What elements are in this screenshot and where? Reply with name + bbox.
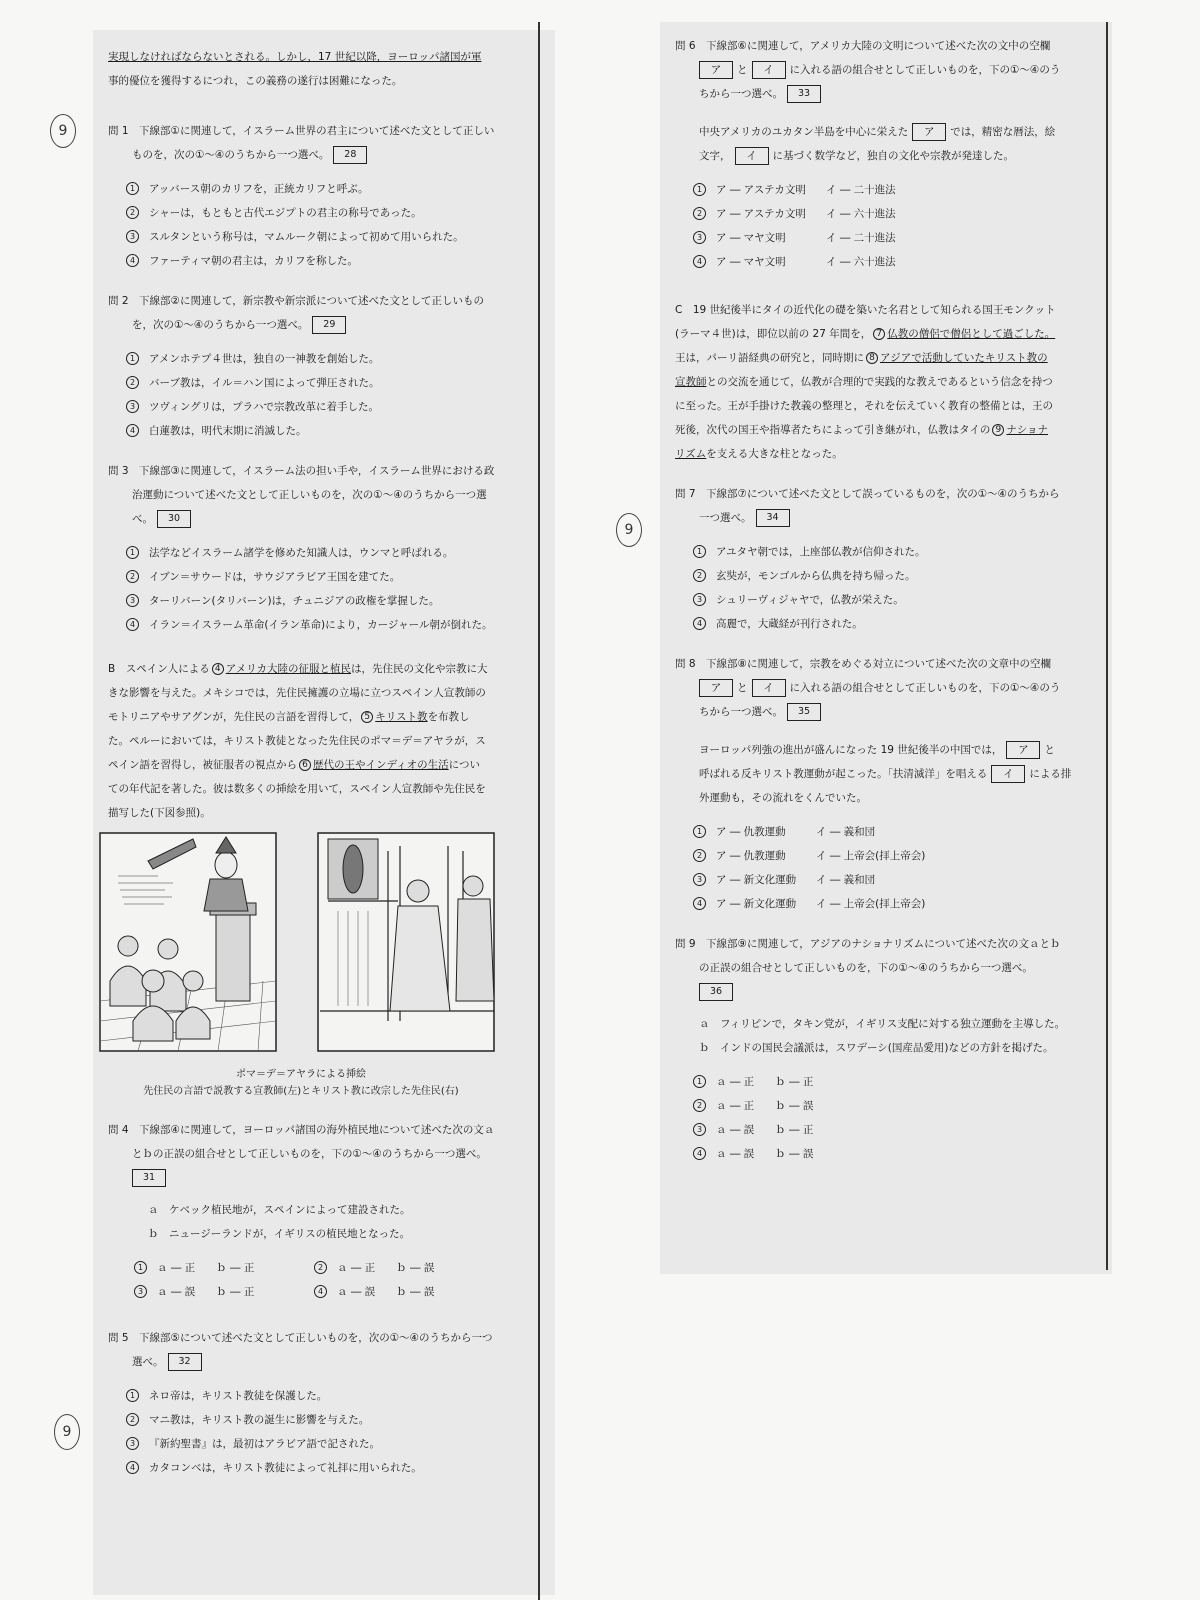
option-text: ａ ― 正 ｂ ― 正 [157,1262,255,1274]
answer-box[interactable]: 28 [333,146,367,164]
q4-statements [148,1198,504,1246]
option-number: 2 [693,207,706,220]
question-stem: に入れる語の組合せとして正しいものを，下の①～④のう [789,64,1061,76]
passage-text: 死後，次代の国王や指導者たちによって引き継がれ，仏教はタイの [675,424,991,436]
option-number: 2 [693,1099,706,1112]
option-number: 1 [693,1075,706,1088]
answer-box[interactable]: 30 [157,510,191,528]
underlined-text: 歴代の王やインディオの生活 [313,759,449,771]
option-text: カタコンベは，キリスト教徒によって礼拝に用いられた。 [149,1462,422,1474]
option[interactable] [126,1456,504,1480]
option-text: ファーティマ朝の君主は，カリフを称した。 [149,255,358,267]
option-number: 2 [126,1413,139,1426]
underline-number: 5 [361,711,373,723]
question-1 [108,119,504,167]
question-label: 問 9 [675,938,696,950]
option-text: ａ ― 正 ｂ ― 誤 [716,1100,814,1112]
option-text: シュリーヴィジャヤで，仏教が栄えた。 [716,594,904,606]
q6-passage [699,120,1067,168]
option-number: 3 [693,1123,706,1136]
option-number: 2 [126,206,139,219]
option-number: 2 [314,1261,327,1274]
option[interactable] [126,225,504,249]
answer-box[interactable]: 29 [312,316,346,334]
option-text: 高麗で，大蔵経が刊行された。 [716,618,863,630]
caption-title: ポマ＝デ＝アヤラによる挿絵 [236,1069,366,1080]
option-number: 4 [693,617,706,630]
answer-box[interactable]: 35 [787,703,821,721]
option[interactable] [693,1142,1067,1166]
underlined-text: 宣教師 [675,376,707,388]
option-number: 2 [126,570,139,583]
figure-caption [98,1066,504,1100]
option[interactable] [126,541,504,565]
option[interactable] [693,564,1067,588]
option-text: ａ ― 正 ｂ ― 正 [716,1076,814,1088]
option[interactable] [126,347,504,371]
option-number: 4 [126,424,139,437]
option-number: 4 [693,1147,706,1160]
option-text: イ ― 六十進法 [826,256,896,268]
option-text: 玄奘が，モンゴルから仏典を持ち帰った。 [716,570,916,582]
q6-options [693,178,1067,274]
question-4 [108,1118,504,1190]
woodcut-illustrations [98,831,498,1053]
q5-options [126,1384,504,1480]
option-number: 3 [126,594,139,607]
option-text: ア ― マヤ文明 [716,256,786,268]
option-text: ａ ― 誤 ｂ ― 正 [157,1286,255,1298]
option-text: 『新約聖書』は，最初はアラビア語で記された。 [149,1438,380,1450]
option-text: ターリバーン(タリバーン)は，チュニジアの政権を掌握した。 [149,595,440,607]
handwritten-mark-2: 9 [616,513,642,547]
option-number: 3 [693,231,706,244]
passage-text: 中央アメリカのユカタン半島を中心に栄えた [699,126,909,138]
question-stem: ちから一つ選べ。 [699,88,783,100]
passage-text: きな影響を与えた。メキシコでは，先住民擁護の立場に立つスペイン人宣教師の [108,687,486,699]
option-number: 1 [126,182,139,195]
passage-text: と [1044,744,1055,756]
passage-text: (ラーマ４世)は，即位以前の 27 年間を， [675,328,872,340]
intro-line: 実現しなければならないとされる。しかし，17 世紀以降，ヨーロッパ諸国が軍 [108,51,482,63]
right-column-rule [1106,22,1108,1270]
underline-number: 8 [866,352,878,364]
question-stem: 下線部②に関連して，新宗教や新宗派について述べた文として正しいもの [139,295,485,307]
section-letter: C [675,304,683,316]
question-stem: 下線部⑧に関連して，宗教をめぐる対立について述べた次の文章中の空欄 [706,658,1052,670]
question-stem: を，次の①～④のうちから一つ選べ。 [132,319,309,331]
option-text: マニ教は，キリスト教の誕生に影響を与えた。 [149,1414,370,1426]
passage-text: を支える大きな柱となった。 [706,448,843,460]
passage-text: ての年代記を著した。彼は数多くの挿絵を用いて，スペイン人宣教師や先住民を [108,783,486,795]
option-number: 1 [126,546,139,559]
q1-options [126,177,504,273]
option[interactable] [126,201,504,225]
passage-text: スペイン人による [125,663,210,675]
option[interactable] [314,1262,434,1274]
underline-number: 4 [212,663,224,675]
intro-text [108,45,504,93]
answer-box[interactable]: 33 [787,85,821,103]
option-text: ア ― アステカ文明 [716,208,806,220]
question-7 [675,482,1067,530]
option[interactable] [693,892,1067,916]
option-text: 法学などイスラーム諸学を修めた知識人は，ウンマと呼ばれる。 [149,547,454,559]
option[interactable] [693,540,1067,564]
option-number: 4 [126,1461,139,1474]
option[interactable] [126,1408,504,1432]
question-stem: とｂの正誤の組合せとして正しいものを，下の①～④のうちから一つ選べ。 [132,1148,487,1160]
blank-i: イ [991,765,1025,783]
option-number: 4 [314,1285,327,1298]
answer-box[interactable]: 31 [132,1169,166,1187]
passage-text: 外運動も，その流れをくんでいた。 [699,792,867,804]
question-label: 問 6 [675,40,696,52]
option[interactable] [126,565,504,589]
question-2 [108,289,504,337]
option-number: 3 [126,1437,139,1450]
passage-text: に至った。王が手掛けた教義の整理と，それを伝えていく教育の整備とは，王の [675,400,1053,412]
option-number: 1 [693,825,706,838]
passage-text: につい [448,759,480,771]
passage-text: モトリニアやサアグンが，先住民の言語を習得して， [108,711,360,723]
statement-a: ａ ケベック植民地が，スペインによって建設された。 [148,1204,411,1216]
option-text: イ ― 義和団 [816,826,876,838]
question-stem: 下線部④に関連して，ヨーロッパ諸国の海外植民地について述べた次の文ａ [139,1124,495,1136]
option[interactable] [126,419,504,443]
question-stem: 下線部⑦について述べた文として誤っているものを，次の①～④のうちから [706,488,1060,500]
option-text: ａ ― 誤 ｂ ― 誤 [716,1148,814,1160]
passage-text: に基づく数学など，独自の文化や宗教が発達した。 [772,150,1014,162]
option-number: 1 [693,545,706,558]
option[interactable] [693,612,1067,636]
question-label: 問 8 [675,658,696,670]
option-number: 2 [126,376,139,389]
option-text: シャーは，もともと古代エジプトの君主の称号であった。 [149,207,422,219]
q8-passage [699,738,1072,810]
underlined-text: アメリカ大陸の征服と植民 [225,663,351,675]
statement-b: ｂ ニュージーランドが，イギリスの植民地となった。 [148,1228,411,1240]
option[interactable] [126,371,504,395]
option[interactable] [126,1384,504,1408]
option[interactable] [134,1280,314,1304]
underline-number: 6 [299,759,311,771]
option-number: 3 [693,873,706,886]
statement-a: ａ フィリピンで，タキン党が，イギリス支配に対する独立運動を主導した。 [699,1018,1066,1030]
question-stem: 選べ。 [132,1356,164,1368]
option-number: 2 [693,569,706,582]
option-text: イ ― 上帝会(拝上帝会) [816,850,926,862]
handwritten-mark-3: 9 [54,1414,80,1450]
option-text: ネロ帝は，キリスト教徒を保護した。 [149,1390,328,1402]
option[interactable] [126,613,504,637]
question-stem: ちから一つ選べ。 [699,706,783,718]
question-stem: 治運動について述べた文として正しいものを，次の①～④のうちから一つ選 [132,489,487,501]
answer-box[interactable]: 36 [699,983,733,1001]
option-text: イラン＝イスラーム革命(イラン革命)により，カージャール朝が倒れた。 [149,619,493,631]
passage-text: た。ペルーにおいては，キリスト教徒となった先住民のポマ＝デ＝アヤラが，ス [108,735,486,747]
option[interactable] [134,1256,314,1280]
question-stem: 下線部⑨に関連して，アジアのナショナリズムについて述べた次の文ａとｂ [706,938,1061,950]
blank-a: ア [699,679,733,697]
option-number: 3 [126,230,139,243]
answer-box[interactable]: 32 [168,1353,202,1371]
option-text: イブン＝サウードは，サウジアラビア王国を建てた。 [149,571,401,583]
question-stem: 下線部③に関連して，イスラーム法の担い手や，イスラーム世界における政 [139,465,495,477]
option[interactable] [693,250,1067,274]
question-label: 問 7 [675,488,696,500]
passage-text: 文字， [699,150,731,162]
q3-options [126,541,504,637]
q9-options [693,1070,1067,1166]
option-number: 1 [693,183,706,196]
option-number: 3 [693,593,706,606]
illustration-figure [98,831,504,1096]
answer-box[interactable]: 34 [756,509,790,527]
question-8 [675,652,1067,724]
left-column-rule [538,22,540,1600]
question-label: 問 5 [108,1332,129,1344]
question-stem: 下線部⑤について述べた文として正しいものを，次の①～④のうちから一つ [139,1332,493,1344]
blank-i: イ [752,61,786,79]
option[interactable] [693,202,1067,226]
underlined-text: キリスト教 [375,711,428,723]
option[interactable] [314,1286,434,1298]
passage-text: ペイン語を習得し，被征服者の視点から [108,759,297,771]
q7-options [693,540,1067,636]
option-text: アメンホテプ４世は，独自の一神教を創始した。 [149,353,380,365]
section-c-passage [675,298,1067,466]
underlined-text: アジアで活動していたキリスト教の [880,352,1048,364]
blank-i: イ [735,147,769,165]
option-row [134,1280,504,1304]
option[interactable] [126,177,504,201]
option[interactable] [693,178,1067,202]
option[interactable] [693,820,1067,844]
question-5 [108,1326,504,1374]
option-number: 3 [134,1285,147,1298]
option-text: ａ ― 正 ｂ ― 誤 [337,1262,435,1274]
option-number: 4 [126,254,139,267]
q2-options [126,347,504,443]
passage-text: との交流を通じて，仏教が合理的で実践的な教えであるという信念を持つ [706,376,1053,388]
option-number: 4 [693,897,706,910]
q8-options [693,820,1067,916]
option-text: ア ― 仇教運動 [716,850,786,862]
option[interactable] [693,1118,1067,1142]
right-illustration-convert [318,833,494,1051]
intro-line: 事的優位を獲得するにつれ，この義務の遂行は困難になった。 [108,75,403,87]
option-number: 1 [126,1389,139,1402]
underline-number: 9 [992,424,1004,436]
option-text: ａ ― 誤 ｂ ― 誤 [337,1286,435,1298]
passage-text: ヨーロッパ列強の進出が盛んになった 19 世紀後半の中国では， [699,744,1003,756]
option-text: アユタヤ朝では，上座部仏教が信仰された。 [716,546,926,558]
passage-text: 呼ばれる反キリスト教運動が起こった。「扶清滅洋」を唱える [699,768,988,780]
option[interactable] [126,249,504,273]
passage-text: 19 世紀後半にタイの近代化の礎を築いた名君として知られる国王モンクット [692,304,1056,316]
option[interactable] [693,1094,1067,1118]
option[interactable] [126,589,504,613]
question-stem: 一つ選べ。 [699,512,752,524]
option-text: バーブ教は，イル＝ハン国によって弾圧された。 [149,377,380,389]
right-column [675,34,1072,1174]
option-number: 3 [126,400,139,413]
option[interactable] [126,395,504,419]
caption-text: 先住民の言語で説教する宣教師(左)とキリスト教に改宗した先住民(右) [143,1086,459,1097]
option-text: ア ― マヤ文明 [716,232,786,244]
option-number: 2 [693,849,706,862]
option-text: ア ― 仇教運動 [716,826,786,838]
section-letter: B [108,663,116,675]
option[interactable] [693,226,1067,250]
option[interactable] [693,868,1067,892]
question-6 [675,34,1067,106]
option[interactable] [693,1070,1067,1094]
statement-b: ｂ インドの国民会議派は，スワデーシ(国産品愛用)などの方針を掲げた。 [699,1042,1054,1054]
blank-a: ア [1006,741,1040,759]
underlined-text: 仏教の僧侶で僧侶として過ごした。 [887,328,1056,340]
passage-text: では，精密な暦法，絵 [950,126,1056,138]
option-text: ア ― アステカ文明 [716,184,806,196]
question-stem: べ。 [132,513,153,525]
option-number: 4 [693,255,706,268]
option[interactable] [693,844,1067,868]
option[interactable] [693,588,1067,612]
option-text: イ ― 二十進法 [826,232,896,244]
option-text: イ ― 六十進法 [826,208,896,220]
option-text: イ ― 上帝会(拝上帝会) [816,898,926,910]
handwritten-mark-1: 9 [50,114,76,148]
q4-options [134,1256,504,1304]
option-row [134,1256,504,1280]
blank-i: イ [752,679,786,697]
q9-statements [699,1012,1067,1060]
option-text: イ ― 義和団 [816,874,876,886]
left-column [108,45,504,1488]
question-stem: 下線部⑥に関連して，アメリカ大陸の文明について述べた次の文中の空欄 [706,40,1051,52]
question-stem: に入れる語の組合せとして正しいものを，下の①～④のう [789,682,1061,694]
left-illustration-preacher [100,833,276,1051]
option-number: 1 [134,1261,147,1274]
passage-text: による排 [1029,768,1072,780]
question-label: 問 2 [108,295,129,307]
question-label: 問 3 [108,465,129,477]
underlined-text: ナショナ [1006,424,1049,436]
blank-a: ア [912,123,946,141]
option[interactable] [126,1432,504,1456]
option-number: 4 [126,618,139,631]
question-3 [108,459,504,531]
option-text: スルタンという称号は，マムルーク朝によって初めて用いられた。 [149,231,464,243]
question-stem: と [737,64,748,76]
passage-text: 描写した(下図参照)。 [108,807,211,819]
passage-text: を布教し [427,711,470,723]
option-text: ア ― 新文化運動 [716,874,797,886]
option-text: 白蓮教は，明代末期に消滅した。 [149,425,307,437]
option-text: アッバース朝のカリフを，正統カリフと呼ぶ。 [149,183,369,195]
section-b-passage [108,657,504,825]
question-label: 問 4 [108,1124,129,1136]
passage-text: 王は，パーリ語経典の研究と，同時期に [675,352,864,364]
question-9 [675,932,1067,1004]
question-stem: と [737,682,748,694]
option-text: ア ― 新文化運動 [716,898,797,910]
option-text: ツヴィングリは，プラハで宗教改革に着手した。 [149,401,379,413]
blank-a: ア [699,61,733,79]
question-stem: 下線部①に関連して，イスラーム世界の君主について述べた文として正しい [139,125,495,137]
option-text: イ ― 二十進法 [826,184,896,196]
option-number: 1 [126,352,139,365]
option-text: ａ ― 誤 ｂ ― 正 [716,1124,814,1136]
passage-text: は，先住民の文化や宗教に大 [350,663,488,675]
question-stem: ものを，次の①～④のうちから一つ選べ。 [132,149,330,161]
underline-number: 7 [873,328,885,340]
question-label: 問 1 [108,125,129,137]
underlined-text: リズム [675,448,707,460]
question-stem: の正誤の組合せとして正しいものを，下の①～④のうちから一つ選べ。 [699,962,1033,974]
